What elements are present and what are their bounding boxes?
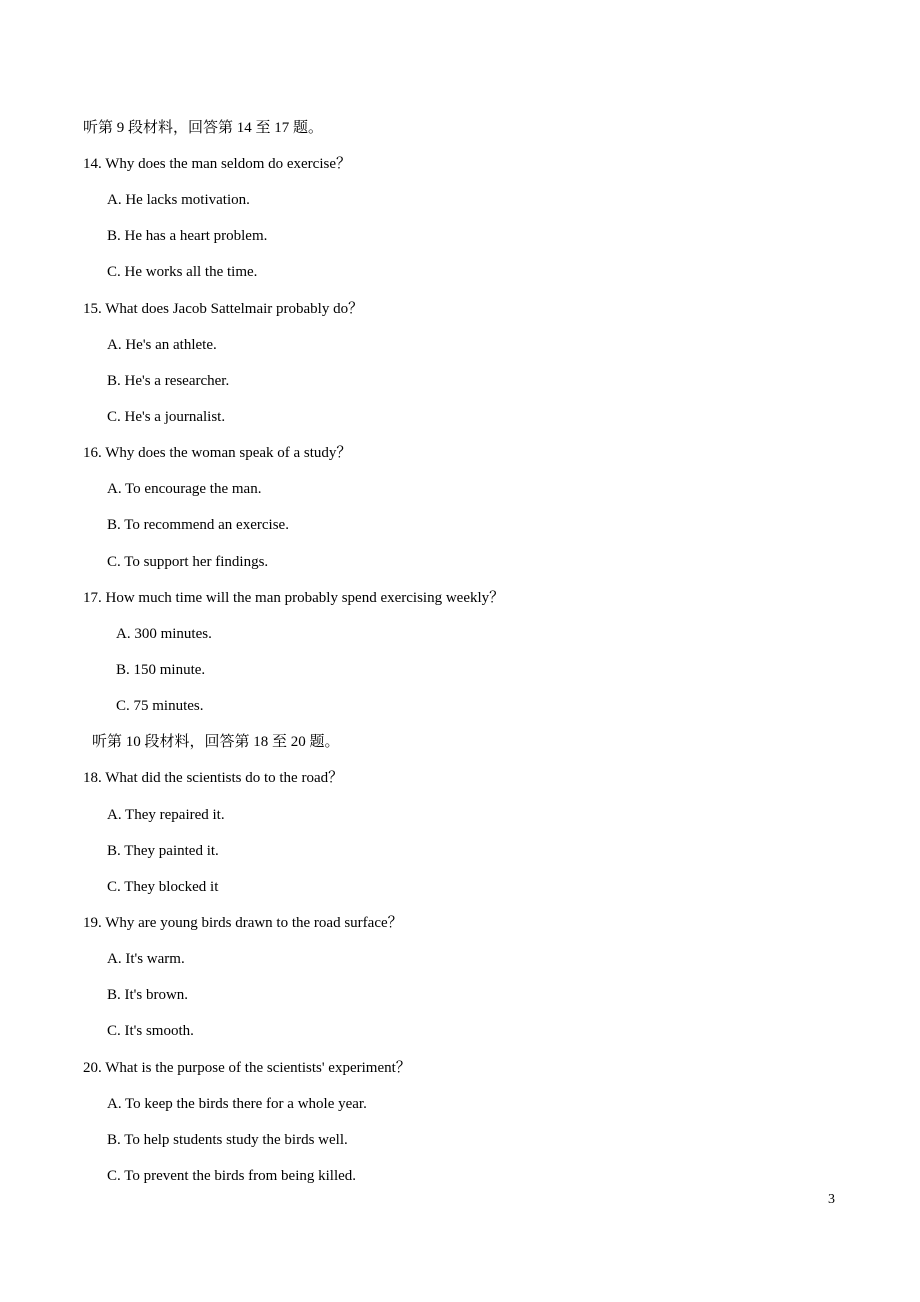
question-20: 20. What is the purpose of the scientists' experiment？ — [83, 1060, 411, 1076]
option-17-a: A. 300 minutes. — [116, 626, 212, 642]
section-heading-10: 听第 10 段材料，回答第 18 至 20 题。 — [92, 734, 340, 750]
option-20-a: A. To keep the birds there for a whole year. — [107, 1096, 367, 1112]
option-16-b: B. To recommend an exercise. — [107, 517, 289, 533]
option-17-c: C. 75 minutes. — [116, 698, 204, 714]
question-14: 14. Why does the man seldom do exercise？ — [83, 156, 351, 172]
option-17-b: B. 150 minute. — [116, 662, 206, 678]
option-15-c: C. He's a journalist. — [107, 409, 226, 425]
option-14-a: A. He lacks motivation. — [107, 192, 250, 208]
question-16: 16. Why does the woman speak of a study？ — [83, 445, 352, 461]
question-18: 18. What did the scientists do to the road？ — [83, 770, 344, 786]
question-15: 15. What does Jacob Sattelmair probably do？ — [83, 301, 364, 317]
question-19: 19. Why are young birds drawn to the road surface？ — [83, 915, 403, 931]
option-19-a: A. It's warm. — [107, 951, 185, 967]
option-16-c: C. To support her findings. — [107, 554, 269, 570]
option-20-c: C. To prevent the birds from being killed. — [107, 1168, 357, 1184]
option-18-c: C. They blocked it — [107, 879, 219, 895]
page-number: 3 — [828, 1192, 835, 1207]
option-20-b: B. To help students study the birds well. — [107, 1132, 348, 1148]
option-15-a: A. He's an athlete. — [107, 337, 217, 353]
option-19-b: B. It's brown. — [107, 987, 189, 1003]
option-14-c: C. He works all the time. — [107, 264, 258, 280]
option-18-a: A. They repaired it. — [107, 807, 225, 823]
option-15-b: B. He's a researcher. — [107, 373, 230, 389]
option-14-b: B. He has a heart problem. — [107, 228, 268, 244]
option-16-a: A. To encourage the man. — [107, 481, 262, 497]
option-19-c: C. It's smooth. — [107, 1023, 194, 1039]
section-heading-9: 听第 9 段材料，回答第 14 至 17 题。 — [83, 120, 324, 136]
option-18-b: B. They painted it. — [107, 843, 219, 859]
question-17: 17. How much time will the man probably spend exercising weekly？ — [83, 590, 505, 606]
